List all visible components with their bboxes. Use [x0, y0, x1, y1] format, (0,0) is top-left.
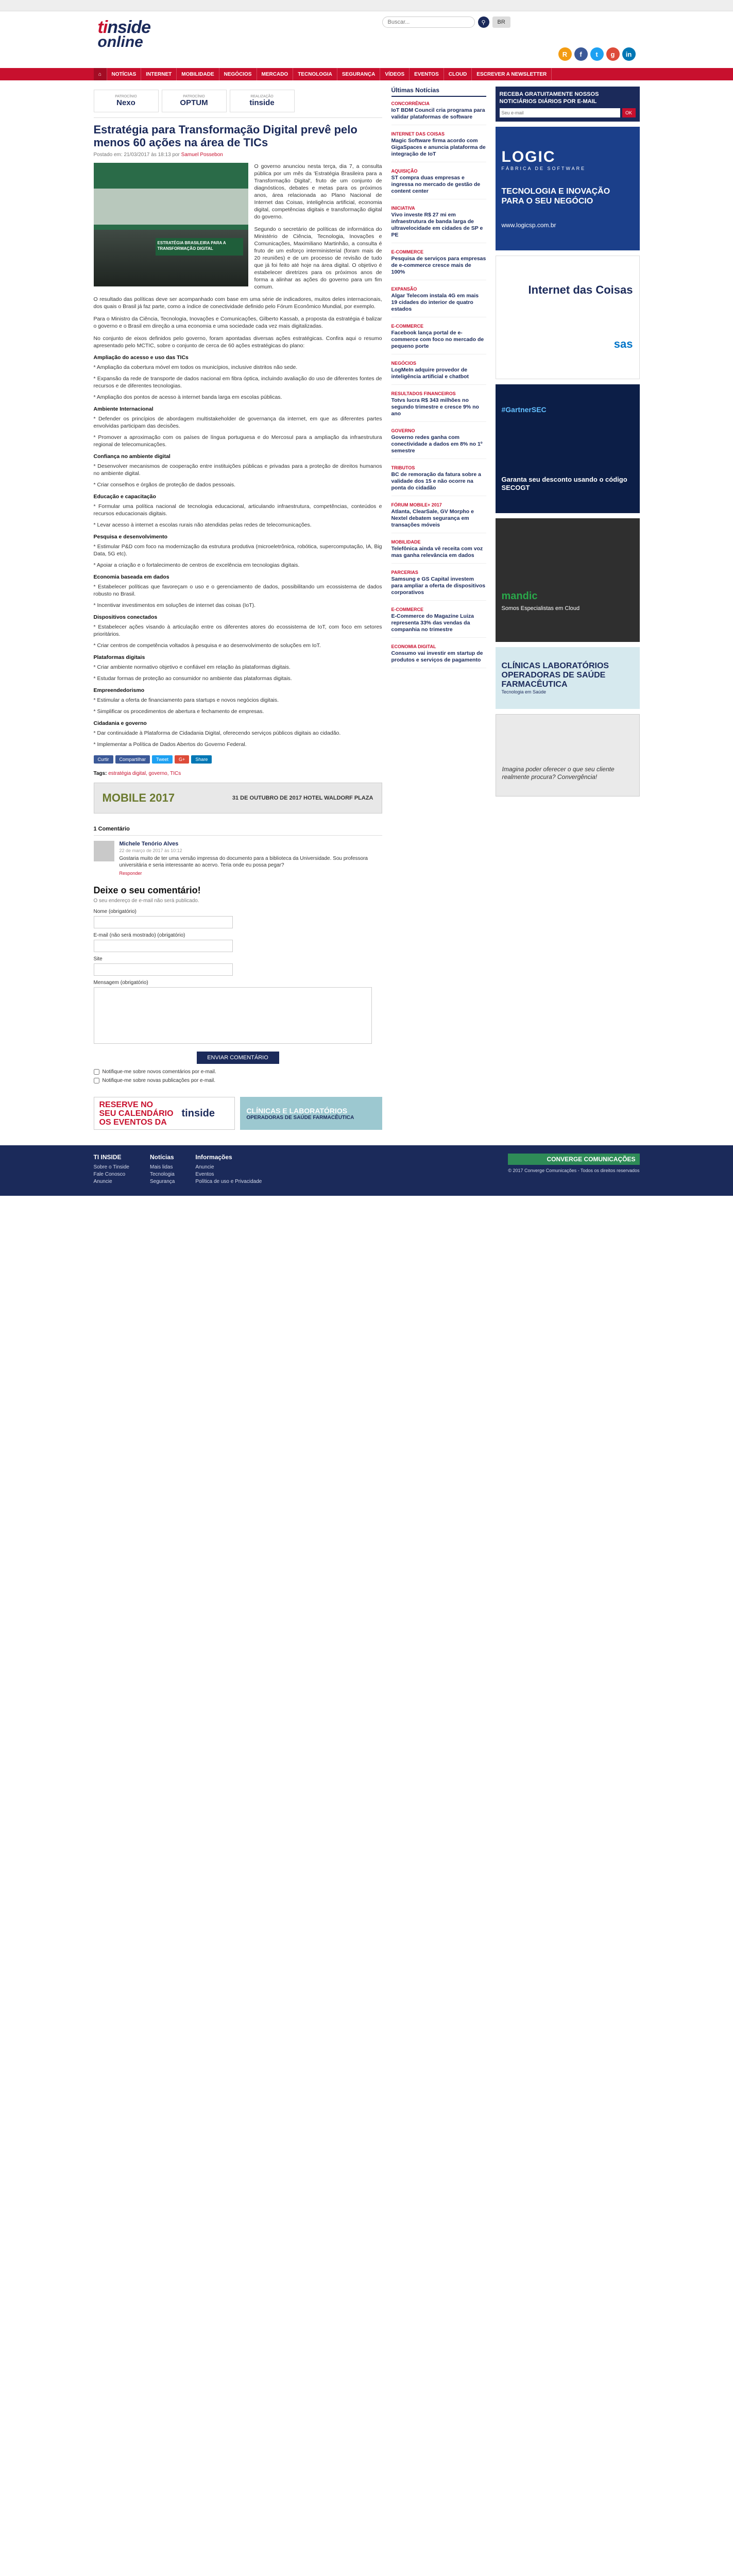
article-date: 21/03/2017 — [124, 152, 150, 158]
share-share-button[interactable]: Share — [191, 755, 212, 764]
section-bullet: * Dar continuidade à Plataforma de Cidadania Digital, oferecendo serviços públicos digitais ao cidadão. — [93, 730, 341, 736]
section-bullet: * Criar ambiente normativo objetivo e confiável em relação às plataformas digitais. — [93, 664, 291, 670]
search-area — [382, 16, 510, 28]
section-heading: Economia baseada em dados — [93, 574, 169, 580]
news-category: TRIBUTOS — [391, 465, 415, 470]
conv-ad-text: Imagina poder oferecer o que seu cliente realmente procura? Convergência! — [502, 766, 615, 781]
comment-date: 22 de março de 2017 às 10:12 — [119, 848, 182, 853]
logic-ad[interactable] — [496, 127, 640, 250]
nav-item-seguran-a[interactable]: SEGURANÇA — [337, 68, 380, 80]
article-paragraph: O governo anunciou nesta terça, dia 7, a consulta pública por um mês da 'Estratégia Brasileira para a Transformação Digital', fruto de um conjunto de diagnósticos, debates e metas para os próximos anos, área relacionada ao Plano Nacional de Internet das Coisas, inteligência artificial, economia digital, competências digitais e transformação digital do governo. — [254, 163, 382, 220]
section-bullet: * Incentivar investimentos em soluções de internet das coisas (IoT). — [93, 602, 256, 608]
news-headline[interactable]: Facebook lança portal de e-commerce com foco no mercado de pequeno porte — [391, 330, 484, 349]
footer-link[interactable]: Eventos — [195, 1172, 214, 1177]
latest-news-column — [391, 87, 486, 1130]
sas-ad-brand: sas — [613, 337, 633, 350]
latest-news-item[interactable] — [391, 465, 486, 496]
news-headline[interactable]: E-Commerce do Magazine Luiza representa 33% das vendas da companhia no trimestre — [391, 613, 474, 633]
news-headline[interactable]: Governo redes ganha com conectividade a dados em 8% no 1º semestre — [391, 434, 483, 454]
latest-news-item[interactable] — [391, 644, 486, 668]
facebook-icon[interactable]: f — [574, 47, 588, 61]
article-tags — [94, 771, 382, 776]
latest-news-item[interactable] — [391, 206, 486, 243]
latest-news-item[interactable] — [391, 570, 486, 601]
section-bullet: * Criar centros de competência voltados à pesquisa e ao desenvolvimento de soluções em IoT. — [93, 642, 321, 649]
nav-item-mercado[interactable]: MERCADO — [257, 68, 294, 80]
section-heading: Empreendedorismo — [93, 687, 145, 693]
logo-ti: ti — [97, 18, 108, 37]
mandic-ad-brand: mandic — [501, 590, 538, 602]
nav-item-internet[interactable]: INTERNET — [141, 68, 177, 80]
section-bullet: * Apoiar a criação e o fortalecimento de centros de excelência em tecnologias digitais. — [93, 562, 300, 568]
tags-label: Tags: — [93, 771, 107, 776]
language-selector[interactable]: BR — [492, 16, 510, 28]
latest-news-item[interactable] — [391, 249, 486, 280]
section-bullet: * Criar conselhos e órgãos de proteção de dados pessoais. — [93, 482, 236, 488]
logic-ad-brand: LOGIC — [501, 148, 556, 165]
share-compartilhar-button[interactable]: Compartilhar — [115, 755, 150, 764]
footer-copyright: © 2017 Converge Comunicações - Todos os direitos reservados — [508, 1168, 640, 1173]
comment-item — [94, 841, 382, 876]
nav-item-eventos[interactable]: EVENTOS — [410, 68, 444, 80]
section-bullet: * Promover a aproximação com os países de língua portuguesa e do Mercosul para a ampliação da infraestrutura regional de telecomunicações. — [93, 434, 382, 448]
search-input[interactable] — [382, 16, 475, 28]
article-paragraph: Para o Ministro da Ciência, Tecnologia, Inovações e Comunicações, Gilberto Kassab, a proposta da estratégia é balizar o governo e o Brasil em direção a uma economia e uma sociedade cada vez mais digitalizadas. — [93, 316, 382, 329]
newsletter-submit-button[interactable]: OK — [622, 108, 636, 117]
news-category: GOVERNO — [391, 428, 415, 433]
section-bullet: * Estudar formas de proteção ao consumidor no ambiente das plataformas digitais. — [93, 675, 292, 682]
nav-item-v-deos[interactable]: VÍDEOS — [380, 68, 410, 80]
news-category: AQUISIÇÃO — [391, 168, 418, 174]
clinicas-ad[interactable] — [240, 1097, 382, 1130]
site-label: Site — [93, 956, 103, 962]
mandic-ad[interactable] — [496, 518, 640, 642]
share-curtir-button[interactable]: Curtir — [94, 755, 113, 764]
author-prefix: por — [172, 152, 180, 158]
clin-ad-headline: CLÍNICAS LABORATÓRIOS OPERADORAS DE SAÚDE FARMACÊUTICA — [501, 662, 609, 689]
event-banner-title: MOBILE 2017 — [102, 791, 175, 804]
event-banner-detail: 31 DE OUTUBRO DE 2017 HOTEL WALDORF PLAZA — [232, 794, 373, 801]
news-category: INICIATIVA — [391, 206, 415, 211]
sponsor-caption: PATROCÍNIO — [115, 95, 137, 98]
nav-item-mobilidade[interactable]: MOBILIDADE — [177, 68, 219, 80]
footer-link[interactable]: Sobre o Tinside — [93, 1164, 129, 1170]
notify-posts-checkbox[interactable] — [94, 1078, 99, 1083]
section-bullet: * Estabelecer políticas que favoreçam o uso e o gerenciamento de dados, possibilitando um ecossistema de dados robusto no Brasil. — [93, 584, 382, 597]
section-bullet: * Desenvolver mecanismos de cooperação entre instituições públicas e privadas para a proteção de direitos humanos no ambiente digital. — [93, 463, 382, 477]
footer-link[interactable]: Tecnologia — [150, 1172, 175, 1177]
news-category: EXPANSÃO — [391, 286, 417, 292]
section-bullet: * Ampliação da cobertura móvel em todos os municípios, inclusive distritos não sede. — [93, 364, 298, 370]
sponsor-caption: PATROCÍNIO — [183, 95, 205, 98]
footer-link[interactable]: Anuncie — [93, 1179, 112, 1184]
share-buttons — [94, 755, 382, 764]
footer-brand-logo[interactable]: CONVERGE COMUNICAÇÕES — [508, 1154, 639, 1165]
news-headline[interactable]: LogMeIn adquire provedor de inteligência artificial e chatbot — [391, 367, 469, 380]
rss-icon[interactable]: R — [558, 47, 572, 61]
sponsor-name: tinside — [249, 98, 275, 107]
news-category: ECONOMIA DIGITAL — [391, 644, 436, 649]
section-heading: Ambiente Internacional — [93, 406, 154, 412]
nav-item-neg-cios[interactable]: NEGÓCIOS — [219, 68, 257, 80]
footer-link[interactable]: Mais lidas — [150, 1164, 173, 1170]
news-category: MOBILIDADE — [391, 539, 421, 545]
footer-link[interactable]: Política de uso e Privacidade — [195, 1179, 262, 1184]
news-headline[interactable]: Magic Software firma acordo com GigaSpaces e anuncia plataforma de integração de IoT — [391, 138, 486, 157]
email-label: E-mail (não será mostrado) (obrigatório) — [93, 933, 185, 938]
section-heading: Confiança no ambiente digital — [93, 453, 171, 460]
article-author[interactable]: Samuel Possebon — [181, 152, 223, 158]
footer-column-title: Notícias — [150, 1154, 174, 1161]
news-category: E-COMMERCE — [391, 607, 423, 612]
section-bullet: * Estimular P&D com foco na modernização da estrutura produtiva (microeletrônica, robótica, supercomputação, IA, Big Data, 5G etc). — [93, 544, 382, 557]
submit-comment-button[interactable]: ENVIAR COMENTÁRIO — [197, 1052, 279, 1064]
news-category: E-COMMERCE — [391, 249, 423, 255]
article-paragraph: O resultado das políticas deve ser acompanhado com base em uma série de indicadores, muitos deles internacionais, dos quais o Brasil já faz parte, como a índice de conectividade definido pelo Fórum Econômico Mundial, por exemplo. — [93, 296, 382, 310]
article-meta — [94, 152, 382, 158]
notify-posts-row — [94, 1078, 382, 1083]
news-headline[interactable]: Consumo vai investir em startup de produtos e serviços de pagamento — [391, 650, 483, 663]
latest-news-item[interactable] — [391, 286, 486, 317]
section-bullet: * Expansão da rede de transporte de dados nacional em fibra óptica, incluindo avaliação do uso de diferentes fontes de recursos e de diferentes tecnologias. — [93, 376, 382, 389]
site-footer — [0, 1145, 733, 1196]
message-label: Mensagem (obrigatório) — [93, 980, 148, 986]
clinicas-sidebar-ad[interactable] — [496, 647, 640, 709]
latest-news-item[interactable] — [391, 428, 486, 459]
latest-news-item[interactable] — [391, 168, 486, 199]
reserve-brand: tinside — [181, 1107, 215, 1119]
article-title: Estratégia para Transformação Digital prevê pelo menos 60 ações na área de TICs — [93, 123, 357, 149]
section-heading: Educação e capacitação — [93, 494, 156, 500]
footer-link[interactable]: Anuncie — [195, 1164, 214, 1170]
latest-news-item[interactable] — [391, 607, 486, 638]
sponsor-caption: REALIZAÇÃO — [250, 95, 274, 98]
main-nav — [0, 68, 733, 80]
section-heading: Cidadania e governo — [93, 720, 147, 726]
reserve-line-3: OS EVENTOS DA — [99, 1117, 167, 1127]
sas-ad-headline: Internet das Coisas — [528, 283, 633, 296]
newsletter-email-input[interactable] — [500, 108, 620, 117]
news-category: RESULTADOS FINANCEIROS — [391, 391, 456, 396]
newsletter-box — [496, 87, 640, 122]
nav-item-tecnologia[interactable]: TECNOLOGIA — [293, 68, 337, 80]
news-headline[interactable]: Algar Telecom instala 4G em mais 19 cidades do interior de quatro estados — [391, 293, 479, 312]
comment-text: Gostaria muito de ter uma versão impressa do documento para a biblioteca da Universidade. Sou professora universitária e seria interessante ao acervo. Teria onde eu possa pegar? — [119, 856, 368, 868]
email-field[interactable] — [94, 940, 233, 952]
notify-comments-checkbox[interactable] — [94, 1069, 99, 1075]
sponsor-name: OPTUM — [180, 98, 208, 107]
news-headline[interactable]: ST compra duas empresas e ingressa no mercado de gestão de content center — [391, 175, 481, 194]
newsletter-title: RECEBA GRATUITAMENTE NOSSOS NOTICIÁRIOS DIÁRIOS POR E-MAIL — [499, 91, 599, 105]
news-headline[interactable]: Vivo investe R$ 27 mi em infraestrutura de banda larga de ultravelocidade em cidades de SP e PE — [391, 212, 483, 238]
news-headline[interactable]: BC de remoração da fatura sobre a validade dos 15 e não ocorre na ponta do cidadão — [391, 471, 481, 491]
article-paragraph: No conjunto de eixos definidos pelo governo, foram apontadas diversas ações estratégicas. Confira aqui o resumo apresentado pelo MCTIC, sobre o conjunto de cerca de 60 ações estratégicas do plano: — [93, 335, 382, 349]
news-category: FÓRUM MOBILE+ 2017 — [391, 502, 442, 507]
name-field[interactable] — [94, 916, 233, 928]
footer-column-title: TI INSIDE — [93, 1154, 122, 1161]
event-banner[interactable] — [94, 783, 382, 814]
article-photo — [94, 163, 248, 286]
news-headline[interactable]: Atlanta, ClearSale, GV Morpho e Nextel debatem segurança em transações móveis — [391, 509, 474, 528]
news-headline[interactable]: IoT BDM Council cria programa para validar plataformas de software — [391, 107, 485, 120]
news-category: NEGÓCIOS — [391, 361, 417, 366]
notify-comments-label: Notifique-me sobre novos comentários por e-mail. — [102, 1069, 216, 1075]
comment-body — [120, 841, 382, 876]
name-label: Nome (obrigatório) — [93, 909, 137, 914]
gartner-ad-hashtag: #GartnerSEC — [501, 405, 547, 414]
latest-news-item[interactable] — [391, 101, 486, 125]
tags-list[interactable]: estratégia digital, governo, TICs — [108, 771, 181, 776]
share-tweet-button[interactable]: Tweet — [152, 755, 173, 764]
sidebar — [496, 87, 640, 1130]
footer-link[interactable]: Segurança — [150, 1179, 175, 1184]
gartner-ad-offer: Garanta seu desconto usando o código SECOGT — [501, 476, 627, 492]
article-body — [94, 163, 382, 748]
article-paragraph: Segundo o secretário de políticas de informática do Ministério de Ciência, Tecnologia, Inovações e Comunicações, Maximiliano Martinhão, a consulta é fruto de um esforço interministerial (foram mais de 20 reuniões) e de um processo de revisão de tudo que já foi feito até hoje na área digital. O objetivo é estabelecer diretrizes para os próximos anos de forma a alinhar as ações do governo para um fim comum. — [254, 226, 382, 290]
sponsor-tinside[interactable] — [230, 90, 295, 112]
site-logo[interactable] — [98, 18, 176, 50]
gplus-icon[interactable]: g — [606, 47, 620, 61]
comment-form-title: Deixe o seu comentário! — [93, 885, 201, 895]
latest-news-item[interactable] — [391, 361, 486, 385]
footer-link[interactable]: Fale Conosco — [93, 1172, 126, 1177]
latest-news-item[interactable] — [391, 391, 486, 422]
latest-news-item[interactable] — [391, 324, 486, 354]
section-heading: Dispositivos conectados — [93, 614, 158, 620]
article-column — [94, 87, 382, 1130]
latest-news-item[interactable] — [391, 131, 486, 162]
latest-news-item[interactable] — [391, 539, 486, 564]
sponsor-strip — [94, 87, 382, 118]
news-headline[interactable]: Pesquisa de serviços para empresas de e-commerce cresce mais de 100% — [391, 256, 486, 275]
news-category: INTERNET DAS COISAS — [391, 131, 445, 137]
notify-comments-row — [94, 1069, 382, 1075]
notify-posts-label: Notifique-me sobre novas publicações por e-mail. — [102, 1078, 216, 1083]
news-category: CONCORRÊNCIA — [391, 101, 430, 106]
section-bullet: * Ampliação dos pontos de acesso à internet banda larga em escolas públicas. — [93, 394, 282, 400]
footer-column — [150, 1154, 175, 1185]
site-header — [0, 11, 733, 68]
section-heading: Ampliação do acesso e uso das TICs — [93, 354, 189, 361]
logo-online: online — [97, 33, 143, 50]
news-headline[interactable]: Telefônica ainda vê receita com voz mas ganha relevância em dados — [391, 546, 483, 558]
share-g--button[interactable]: G+ — [175, 755, 189, 764]
avatar — [94, 841, 114, 861]
section-heading: Pesquisa e desenvolvimento — [93, 534, 168, 540]
comment-form-note: O seu endereço de e-mail não será publicado. — [93, 898, 199, 904]
top-strip — [0, 0, 733, 11]
section-bullet: * Formular uma política nacional de tecnologia educacional, articulando infraestrutura, competências, conteúdos e recursos educacionais digitais. — [93, 503, 382, 517]
reserve-line-2: SEU CALENDÁRIO — [99, 1109, 174, 1118]
footer-column — [195, 1154, 262, 1185]
twitter-icon[interactable]: t — [590, 47, 604, 61]
article-time: às 18:13 — [151, 152, 171, 158]
nav-item-not-cias[interactable]: NOTÍCIAS — [107, 68, 142, 80]
news-headline[interactable]: Samsung e GS Capital investem para ampliar a oferta de dispositivos corporativos — [391, 576, 486, 596]
logic-ad-url: www.logicsp.com.br — [501, 222, 556, 229]
comment-author[interactable]: Michele Tenório Alves — [119, 841, 179, 847]
nav-item-escrever-a-newsletter[interactable]: ESCREVER A NEWSLETTER — [472, 68, 552, 80]
social-links — [558, 47, 636, 61]
clinicas-line-1: CLÍNICAS E LABORATÓRIOS — [246, 1106, 348, 1115]
mandic-ad-tagline: Somos Especialistas em Cloud — [501, 605, 580, 612]
section-bullet: * Simplificar os procedimentos de abertura e fechamento de empresas. — [93, 708, 264, 715]
footer-brand — [508, 1154, 639, 1185]
gartner-ad[interactable] — [496, 384, 640, 513]
comments-heading: 1 Comentário — [94, 826, 382, 836]
section-bullet: * Estabelecer ações visando à articulação entre os diferentes atores do ecossistema de IoT, com foco em setores prioritários. — [93, 624, 382, 637]
bottom-ads — [94, 1097, 382, 1130]
footer-column-title: Informações — [195, 1154, 232, 1161]
section-bullet: * Defender os princípios de abordagem multistakeholder de governança da internet, em que as diferentes partes envolvidas participam das decisões. — [93, 416, 382, 429]
meta-prefix: Postado em: — [93, 152, 123, 158]
news-headline[interactable]: Totvs lucra R$ 343 milhões no segundo trimestre e cresce 9% no ano — [391, 397, 479, 417]
nav-item-cloud[interactable]: CLOUD — [444, 68, 472, 80]
site-field[interactable] — [94, 963, 233, 976]
search-icon[interactable]: ⚲ — [478, 16, 489, 28]
section-heading: Plataformas digitais — [93, 654, 145, 660]
news-category: E-COMMERCE — [391, 324, 423, 329]
latest-news-heading: Últimas Notícias — [391, 87, 486, 97]
reserve-line-1: RESERVE NO — [99, 1100, 154, 1109]
section-bullet: * Levar acesso à internet a escolas rurais não atendidas pelas redes de telecomunicações. — [93, 522, 312, 528]
logo-inside: nside — [107, 18, 151, 37]
message-field[interactable] — [94, 987, 372, 1044]
news-category: PARCERIAS — [391, 570, 418, 575]
logic-ad-headline: TECNOLOGIA E INOVAÇÃO PARA O SEU NEGÓCIO — [501, 187, 610, 206]
section-bullet: * Implementar a Política de Dados Abertos do Governo Federal. — [93, 741, 247, 748]
reserve-calendar-ad[interactable] — [94, 1097, 235, 1130]
clin-ad-sub: Tecnologia em Saúde — [501, 689, 547, 694]
sponsor-nexo[interactable] — [94, 90, 159, 112]
sas-ad[interactable] — [496, 256, 640, 379]
latest-news-item[interactable] — [391, 502, 486, 533]
convergencia-ad[interactable] — [496, 714, 640, 796]
reply-link[interactable]: Responder — [119, 871, 142, 876]
linkedin-icon[interactable]: in — [622, 47, 636, 61]
home-icon[interactable]: ⌂ — [94, 68, 107, 80]
footer-column — [94, 1154, 130, 1185]
photo-banner-text: ESTRATÉGIA BRASILEIRA PARA A TRANSFORMAÇÃO DIGITAL — [156, 238, 243, 256]
sponsor-optum[interactable] — [162, 90, 227, 112]
logic-ad-sub: FÁBRICA DE SOFTWARE — [501, 166, 586, 171]
section-bullet: * Estimular a oferta de financiamento para startups e novos negócios digitais. — [93, 697, 279, 703]
clinicas-line-2: OPERADORAS DE SAÚDE FARMACÊUTICA — [246, 1114, 354, 1121]
sponsor-name: Nexo — [116, 98, 135, 107]
